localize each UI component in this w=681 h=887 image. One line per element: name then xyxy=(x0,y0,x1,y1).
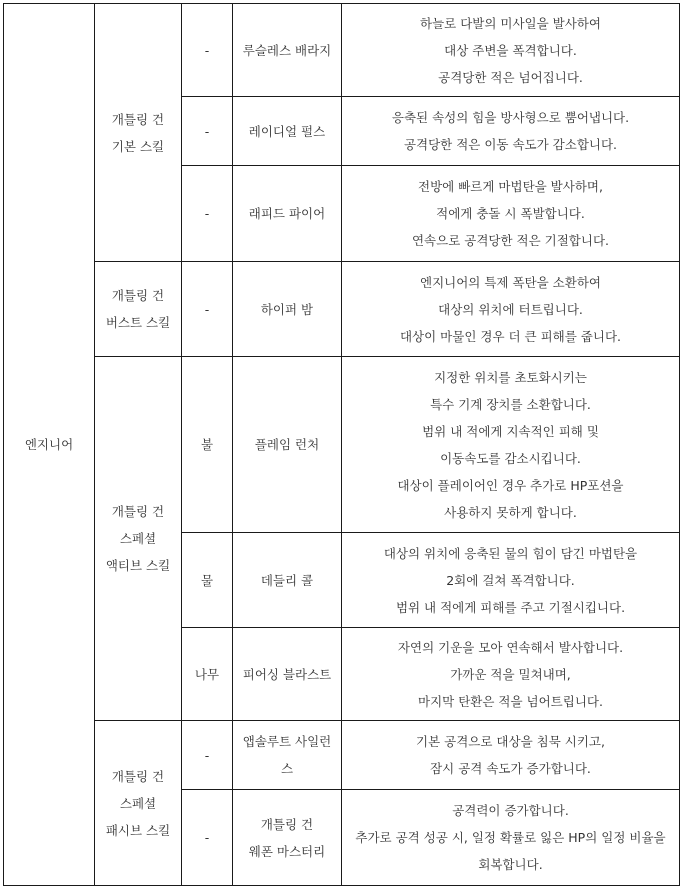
skill-description-cell xyxy=(342,628,680,721)
description-line: 범위 내 적에게 피해를 주고 기절시킵니다. xyxy=(395,599,626,615)
description-line: 회복합니다. xyxy=(478,857,543,872)
category-line: 패시브 스킬 xyxy=(105,822,171,838)
skill-description-cell xyxy=(342,97,680,166)
skill-name-cell xyxy=(233,262,342,357)
description-line: 대상의 위치에 응축된 물의 힘이 담긴 마법탄을 xyxy=(383,545,638,561)
description-line: 적에게 충돌 시 폭발합니다. xyxy=(436,206,585,221)
skill-name: 앱솔루트 사일런 xyxy=(242,734,332,749)
description-line: 공격력이 증가합니다. xyxy=(452,803,569,818)
skill-name: 개틀링 건 xyxy=(260,816,314,832)
category-line: 기본 스킬 xyxy=(111,138,165,154)
skill-description-cell xyxy=(342,790,680,886)
skill-name: 스 xyxy=(280,761,294,776)
description-line: 전방에 빠르게 마법탄을 발사하며, xyxy=(418,179,603,194)
category-cell xyxy=(95,357,182,721)
skill-name-cell xyxy=(233,790,342,886)
skill-name-cell xyxy=(233,721,342,790)
skill-description-cell xyxy=(342,166,680,262)
skill-name-cell xyxy=(233,166,342,262)
description-line: 공격당한 적은 이동 속도가 감소합니다. xyxy=(403,137,618,152)
description-line: 공격당한 적은 넘어집니다. xyxy=(438,69,583,85)
skill-name-cell xyxy=(233,628,342,721)
description-line: 범위 내 적에게 지속적인 피해 및 xyxy=(422,423,599,439)
description-line: 마지막 탄환은 적을 넘어트립니다. xyxy=(418,693,603,709)
description-line: 엔지니어의 특제 폭탄을 소환하여 xyxy=(420,274,601,290)
class-name: 엔지니어 xyxy=(24,437,74,452)
description-line: 2회에 걸쳐 폭격합니다. xyxy=(446,572,575,588)
element-cell: - xyxy=(182,721,233,790)
category-line: 버스트 스킬 xyxy=(105,315,171,330)
description-line: 이동속도를 감소시킵니다. xyxy=(440,450,581,466)
skill-name-cell xyxy=(233,97,342,166)
table-row xyxy=(4,4,680,97)
skill-description-cell xyxy=(342,533,680,628)
element-cell: - xyxy=(182,4,233,97)
category-line: 개틀링 건 xyxy=(111,111,165,127)
skill-name-cell xyxy=(233,533,342,628)
description-line: 대상이 마물인 경우 더 큰 피해를 줍니다. xyxy=(399,328,621,344)
description-line: 자연의 기운을 모아 연속해서 발사합니다. xyxy=(397,639,624,655)
category-cell xyxy=(95,262,182,357)
category-cell xyxy=(95,4,182,262)
description-line: 지정한 위치를 초토화시키는 xyxy=(434,369,587,385)
skill-name-cell xyxy=(233,4,342,97)
skill-name: 레이디얼 펄스 xyxy=(248,123,326,139)
description-line: 잠시 공격 속도가 증가합니다. xyxy=(430,761,591,776)
element-cell: 나무 xyxy=(182,628,233,721)
element-cell: - xyxy=(182,262,233,357)
description-line: 응축된 속성의 힘을 방사형으로 뿜어냅니다. xyxy=(391,110,630,125)
skill-name: 피어싱 블라스트 xyxy=(242,666,332,682)
description-line: 대상 주변을 폭격합니다. xyxy=(444,42,577,58)
description-line: 추가로 공격 성공 시, 일정 확률로 잃은 HP의 일정 비율을 xyxy=(355,830,666,845)
skill-description-cell xyxy=(342,721,680,790)
category-line: 개틀링 건 xyxy=(111,504,165,519)
element-cell: - xyxy=(182,166,233,262)
skill-description-cell xyxy=(342,357,680,533)
category-line: 스페셜 xyxy=(119,531,157,546)
category-line: 개틀링 건 xyxy=(111,768,165,784)
skill-table xyxy=(3,3,680,886)
category-line: 스페셜 xyxy=(119,795,157,811)
description-line: 가까운 적을 밀쳐내며, xyxy=(450,666,571,682)
description-line: 대상의 위치에 터트립니다. xyxy=(438,301,583,317)
skill-name-cell xyxy=(233,357,342,533)
table-row xyxy=(4,721,680,790)
skill-name: 루슬레스 배라지 xyxy=(242,42,332,58)
description-line: 하늘로 다발의 미사일을 발사하여 xyxy=(420,15,601,31)
category-line: 개틀링 건 xyxy=(111,288,165,303)
skill-name: 하이퍼 밤 xyxy=(260,301,314,317)
skill-description-cell xyxy=(342,262,680,357)
description-line: 기본 공격으로 대상을 침묵 시키고, xyxy=(416,734,605,749)
category-cell xyxy=(95,721,182,886)
element-cell: 불 xyxy=(182,357,233,533)
class-cell xyxy=(4,4,95,886)
skill-name: 데들리 콜 xyxy=(260,572,314,588)
category-line: 액티브 스킬 xyxy=(105,558,171,573)
description-line: 특수 기계 장치를 소환합니다. xyxy=(430,396,591,412)
skill-name: 래피드 파이어 xyxy=(248,206,326,221)
skill-name: 웨폰 마스터리 xyxy=(248,843,326,859)
skill-description-cell xyxy=(342,4,680,97)
element-cell: - xyxy=(182,97,233,166)
description-line: 사용하지 못하게 합니다. xyxy=(444,504,577,520)
table-row xyxy=(4,262,680,357)
description-line: 대상이 플레이어인 경우 추가로 HP포션을 xyxy=(397,477,624,493)
element-cell: - xyxy=(182,790,233,886)
table-row xyxy=(4,357,680,533)
element-cell: 물 xyxy=(182,533,233,628)
description-line: 연속으로 공격당한 적은 기절합니다. xyxy=(411,233,610,248)
skill-name: 플레임 런처 xyxy=(254,437,320,452)
